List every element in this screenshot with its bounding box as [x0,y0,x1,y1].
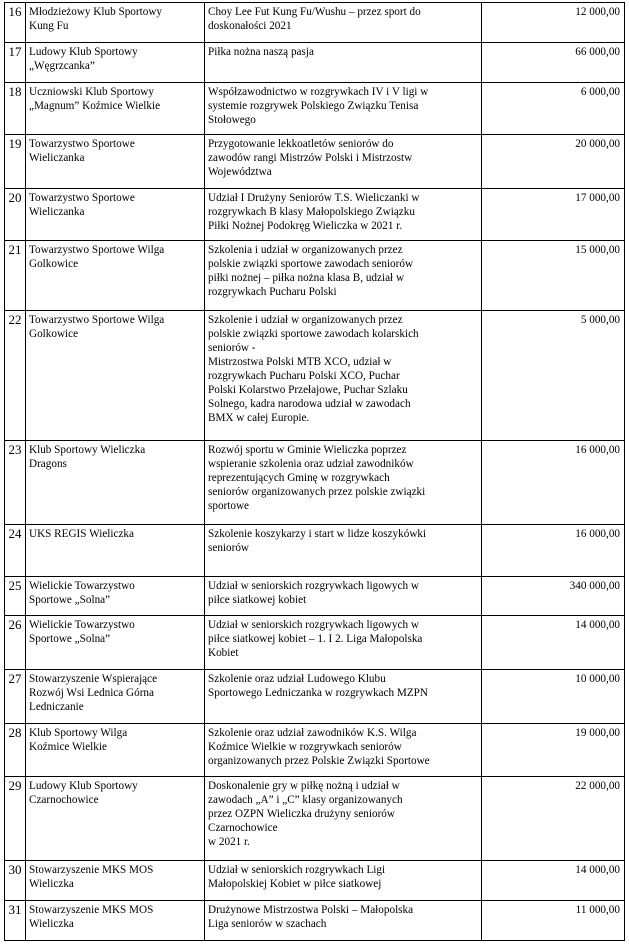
table-row [5,670,625,724]
row-number: 28 [5,724,26,777]
grant-amount: 340 000,00 [482,577,625,616]
grant-amount: 14 000,00 [482,616,625,670]
task-description: Szkolenie koszykarzy i start w lidze koszykówki seniorów [205,525,482,577]
grant-amount: 20 000,00 [482,135,625,189]
club-name: Ludowy Klub Sportowy „Węgrzcanka” [26,43,205,83]
table-row [5,189,625,241]
row-number: 25 [5,577,26,616]
table-row [5,241,625,311]
grants-table [4,2,625,941]
task-description: Szkolenie oraz udział zawodników K.S. Wilga Koźmice Wielkie w rozgrywkach seniorów organizowanych przez Polskie Związki Sportowe [205,724,482,777]
table-row [5,441,625,525]
task-description: Choy Lee Fut Kung Fu/Wushu – przez sport do doskonałości 2021 [205,3,482,43]
table-row [5,577,625,616]
table-row [5,901,625,941]
task-description: Szkolenia i udział w organizowanych przez polskie związki sportowe zawodach seniorów piłki nożnej – piłka nożna klasa B, udział w rozgrywkach Pucharu Polski [205,241,482,311]
row-number: 30 [5,861,26,901]
task-description: Udział w seniorskich rozgrywkach Ligi Małopolskiej Kobiet w piłce siatkowej [205,861,482,901]
club-name: Towarzystwo Sportowe Wilga Golkowice [26,241,205,311]
row-number: 16 [5,3,26,43]
task-description: Udział w seniorskich rozgrywkach ligowych w piłce siatkowej kobiet [205,577,482,616]
club-name: Stowarzyszenie Wspierające Rozwój Wsi Lednica Górna Ledniczanie [26,670,205,724]
grant-amount: 19 000,00 [482,724,625,777]
table-row [5,777,625,861]
club-name: Stowarzyszenie MKS MOS Wieliczka [26,861,205,901]
task-description: Doskonalenie gry w piłkę nożną i udział w zawodach „A” i „C” klasy organizowanych przez OZPN Wieliczka drużyny seniorów Czarnochowice w 2021 r. [205,777,482,861]
club-name: Wielickie Towarzystwo Sportowe „Solna” [26,616,205,670]
club-name: Klub Sportowy Wilga Koźmice Wielkie [26,724,205,777]
club-name: UKS REGIS Wieliczka [26,525,205,577]
task-description: Rozwój sportu w Gminie Wieliczka poprzez wspieranie szkolenia oraz udział zawodników reprezentujących Gminę w rozgrywkach seniorów organizowanych przez polskie związki sportowe [205,441,482,525]
grant-amount: 66 000,00 [482,43,625,83]
row-number: 31 [5,901,26,941]
grant-amount: 15 000,00 [482,241,625,311]
club-name: Wielickie Towarzystwo Sportowe „Solna” [26,577,205,616]
grant-amount: 17 000,00 [482,189,625,241]
row-number: 26 [5,616,26,670]
club-name: Towarzystwo Sportowe Wieliczanka [26,189,205,241]
club-name: Ludowy Klub Sportowy Czarnochowice [26,777,205,861]
row-number: 19 [5,135,26,189]
club-name: Klub Sportowy Wieliczka Dragons [26,441,205,525]
grant-amount: 14 000,00 [482,861,625,901]
task-description: Szkolenie oraz udział Ludowego Klubu Sportowego Ledniczanka w rozgrywkach MZPN [205,670,482,724]
table-row [5,616,625,670]
table-row [5,135,625,189]
club-name: Stowarzyszenie MKS MOS Wieliczka [26,901,205,941]
grant-amount: 5 000,00 [482,311,625,441]
task-description: Przygotowanie lekkoatletów seniorów do zawodów rangi Mistrzów Polski i Mistrzostw Województwa [205,135,482,189]
row-number: 24 [5,525,26,577]
row-number: 20 [5,189,26,241]
grant-amount: 11 000,00 [482,901,625,941]
table-row [5,83,625,135]
row-number: 17 [5,43,26,83]
grant-amount: 10 000,00 [482,670,625,724]
row-number: 27 [5,670,26,724]
grant-amount: 16 000,00 [482,441,625,525]
grant-amount: 16 000,00 [482,525,625,577]
grant-amount: 12 000,00 [482,3,625,43]
task-description: Współzawodnictwo w rozgrywkach IV i V ligi w systemie rozgrywek Polskiego Związku Tenisa Stołowego [205,83,482,135]
row-number: 21 [5,241,26,311]
task-description: Szkolenie i udział w organizowanych przez polskie związki sportowe zawodach kolarskich seniorów - Mistrzostwa Polski MTB XCO, udział w rozgrywkach Pucharu Polski XCO, Puchar Polski Kolarstwo Przełajowe, Puchar Szlaku Solnego, kadra narodowa udział w zawodach BMX w całej Europie. [205,311,482,441]
club-name: Towarzystwo Sportowe Wieliczanka [26,135,205,189]
table-row [5,861,625,901]
grant-amount: 22 000,00 [482,777,625,861]
club-name: Uczniowski Klub Sportowy „Magnum” Koźmice Wielkie [26,83,205,135]
task-description: Piłka nożna naszą pasja [205,43,482,83]
row-number: 18 [5,83,26,135]
row-number: 29 [5,777,26,861]
task-description: Udział w seniorskich rozgrywkach ligowych w piłce siatkowej kobiet – 1. I 2. Liga Małopolska Kobiet [205,616,482,670]
table-row [5,311,625,441]
row-number: 23 [5,441,26,525]
table-row [5,525,625,577]
club-name: Młodzieżowy Klub Sportowy Kung Fu [26,3,205,43]
task-description: Udział I Drużyny Seniorów T.S. Wieliczanki w rozgrywkach B klasy Małopolskiego Związku Piłki Nożnej Podokręg Wieliczka w 2021 r. [205,189,482,241]
table-row [5,724,625,777]
table-row [5,43,625,83]
club-name: Towarzystwo Sportowe Wilga Golkowice [26,311,205,441]
grant-amount: 6 000,00 [482,83,625,135]
task-description: Drużynowe Mistrzostwa Polski – Małopolska Liga seniorów w szachach [205,901,482,941]
row-number: 22 [5,311,26,441]
table-row [5,3,625,43]
